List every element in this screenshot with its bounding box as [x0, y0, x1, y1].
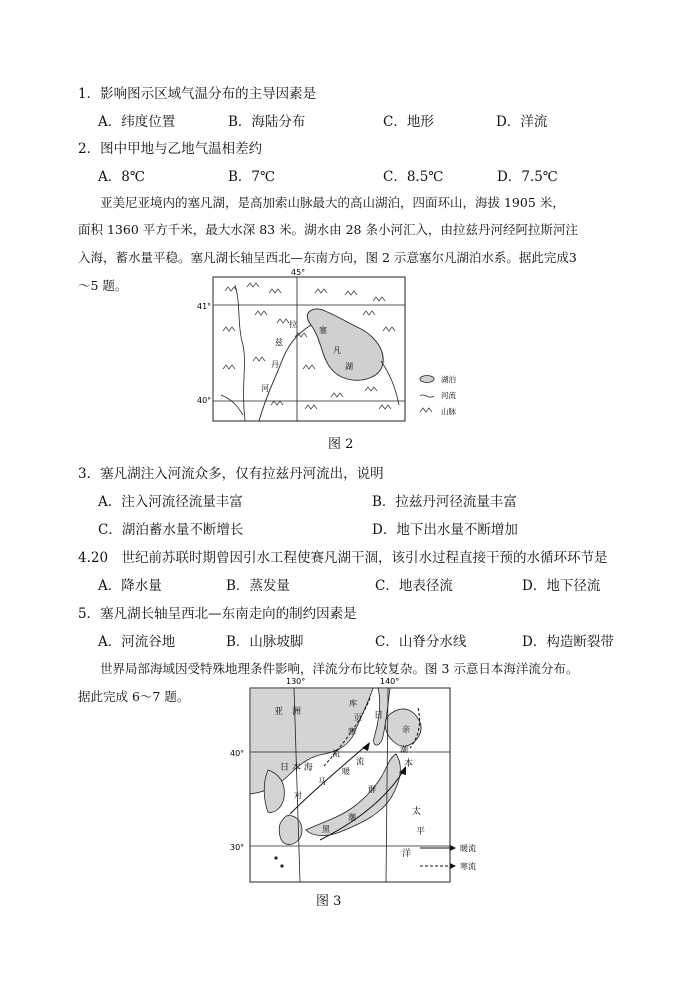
island-dot-1: [274, 856, 277, 859]
legend-cold-label: 寒流: [460, 862, 476, 871]
q3-option-d: D．地下出水量不断增加: [372, 522, 518, 538]
fig3-japan-label: 日: [374, 711, 384, 721]
q3-option-b: B．拉兹丹河径流量丰富: [372, 494, 517, 510]
fig3-current-char-4: 流: [332, 749, 340, 758]
q4-option-b: B．蒸发量: [226, 578, 290, 594]
tsushima-arrowhead: [362, 742, 370, 751]
q3-stem: 3．塞凡湖注入河流众多，仅有拉兹丹河流出，说明: [78, 466, 384, 482]
fig3-lat-30: 30°: [230, 843, 245, 852]
fig2-lat-bottom: 40°: [197, 396, 212, 405]
passage2-line-1: 世界局部海域因受特殊地理条件影响，洋流分布比较复杂。图 3 示意日本海洋流分布。: [100, 661, 579, 676]
legend-cold-arrowhead: [450, 863, 456, 869]
fig3-legend: [418, 838, 490, 878]
q2-option-c: C．8.5℃: [383, 169, 444, 185]
hrazdan-river: [259, 325, 311, 421]
fig3-current-char-12: 黑: [322, 825, 330, 834]
fig2-river-char-1: 拉: [289, 320, 297, 329]
q4-option-d: D．地下径流: [522, 578, 601, 594]
river-southwest: [221, 395, 243, 415]
legend-mountain-label: 山脉: [441, 407, 456, 416]
legend-river-symbol: [420, 395, 434, 397]
fig2-lake-char-1: 塞: [319, 326, 327, 335]
fig3-asia-label: 亚 洲: [274, 707, 302, 717]
fig3-lon-130: 130°: [286, 677, 306, 686]
q1-option-c: C．地形: [383, 114, 434, 130]
q4-option-a: A．降水量: [98, 578, 162, 594]
q5-option-c: C．山脊分水线: [375, 634, 467, 650]
fig3-current-char-7: 对: [294, 791, 302, 800]
fig3-current-char-5: 亲: [402, 725, 410, 734]
legend-warm-label: 暖流: [460, 844, 476, 853]
q4-stem: 4.20 世纪前苏联时期曾因引水工程使赛凡湖干涸，该引水过程直接干预的水循环环节是: [78, 550, 608, 566]
fig3-current-char-13: 潮: [348, 813, 356, 822]
legend-lake-label: 湖泊: [441, 375, 456, 384]
fig3-lat-40: 40°: [230, 749, 245, 758]
river-east: [381, 361, 399, 405]
fig3-ocean-char-3: 洋: [402, 849, 412, 859]
figure-2-map: [195, 265, 495, 425]
q2-stem: 2．图中甲地与乙地气温相差约: [78, 141, 263, 157]
legend-warm-arrowhead: [450, 845, 456, 851]
fig2-lat-top: 41°: [197, 302, 212, 311]
q5-stem: 5．塞凡湖长轴呈西北—东南走向的制约因素是: [78, 606, 357, 622]
fig2-caption: 图 2: [328, 437, 354, 452]
q2-option-d: D．7.5℃: [497, 169, 558, 185]
fig3-current-char-8: 马: [318, 777, 326, 786]
fig3-ocean-char-1: 太: [412, 807, 422, 817]
fig2-lake-char-3: 湖: [345, 362, 353, 371]
passage2-line-2: 据此完成 6～7 题。: [78, 689, 190, 704]
q4-option-c: C．地表径流: [375, 578, 453, 594]
fig2-lake-char-2: 凡: [333, 346, 341, 355]
fig3-ben-label: 本: [404, 759, 414, 769]
fig3-caption: 图 3: [316, 894, 342, 909]
fig3-lon-140: 140°: [380, 677, 400, 686]
fig3-current-char-9: 暖: [342, 767, 350, 776]
q5-option-a: A．河流谷地: [98, 634, 176, 650]
q1-option-a: A．纬度位置: [98, 114, 176, 130]
fig2-river-char-4: 河: [261, 384, 269, 393]
fig3-current-char-2: 页: [354, 713, 362, 722]
fig3-ocean-char-2: 平: [416, 827, 426, 837]
legend-river-label: 河流: [441, 391, 456, 400]
q1-option-d: D．洋流: [496, 114, 548, 130]
fig3-current-char-1: 库: [349, 699, 357, 708]
q3-option-a: A．注入河流径流量丰富: [98, 494, 243, 510]
passage1-line-3: 入海，蓄水量平稳。塞凡湖长轴呈西北—东南方向，图 2 示意塞尔凡湖泊水系。据此完成3: [78, 250, 577, 265]
fig3-current-char-3: 寒: [348, 727, 356, 736]
q1-option-b: B．海陆分布: [228, 114, 306, 130]
fig2-river-char-3: 丹: [271, 360, 279, 369]
passage1-line-4: ～5 题。: [78, 278, 128, 293]
q5-option-d: D．构造断裂带: [522, 634, 614, 650]
q5-option-b: B．山脉坡脚: [226, 634, 304, 650]
passage1-line-1: 亚美尼亚境内的塞凡湖，是高加索山脉最大的高山湖泊，四面环山，海拔 1905 米，: [100, 195, 565, 210]
fig3-current-char-10: 流: [356, 757, 364, 766]
fig3-current-char-11: 群: [368, 785, 376, 794]
passage1-line-2: 面积 1360 平方千米，最大水深 83 米。湖水由 28 条小河汇入，由拉兹丹河经阿拉斯河注: [78, 222, 578, 237]
legend-mountain-symbol: [420, 408, 432, 412]
q3-option-c: C．湖泊蓄水量不断增长: [98, 522, 244, 538]
fig3-current-char-6: 潮: [400, 745, 408, 754]
fig3-sea-label: 日 本 海: [280, 763, 313, 773]
q2-option-a: A．8℃: [98, 169, 145, 185]
q1-stem: 1．影响图示区域气温分布的主导因素是: [78, 86, 317, 102]
q2-option-b: B．7℃: [228, 169, 276, 185]
legend-lake-symbol: [420, 376, 434, 383]
fig2-river-char-2: 兹: [275, 338, 283, 347]
island-dot-2: [280, 864, 283, 867]
fig2-lon-label: 45°: [291, 268, 306, 277]
